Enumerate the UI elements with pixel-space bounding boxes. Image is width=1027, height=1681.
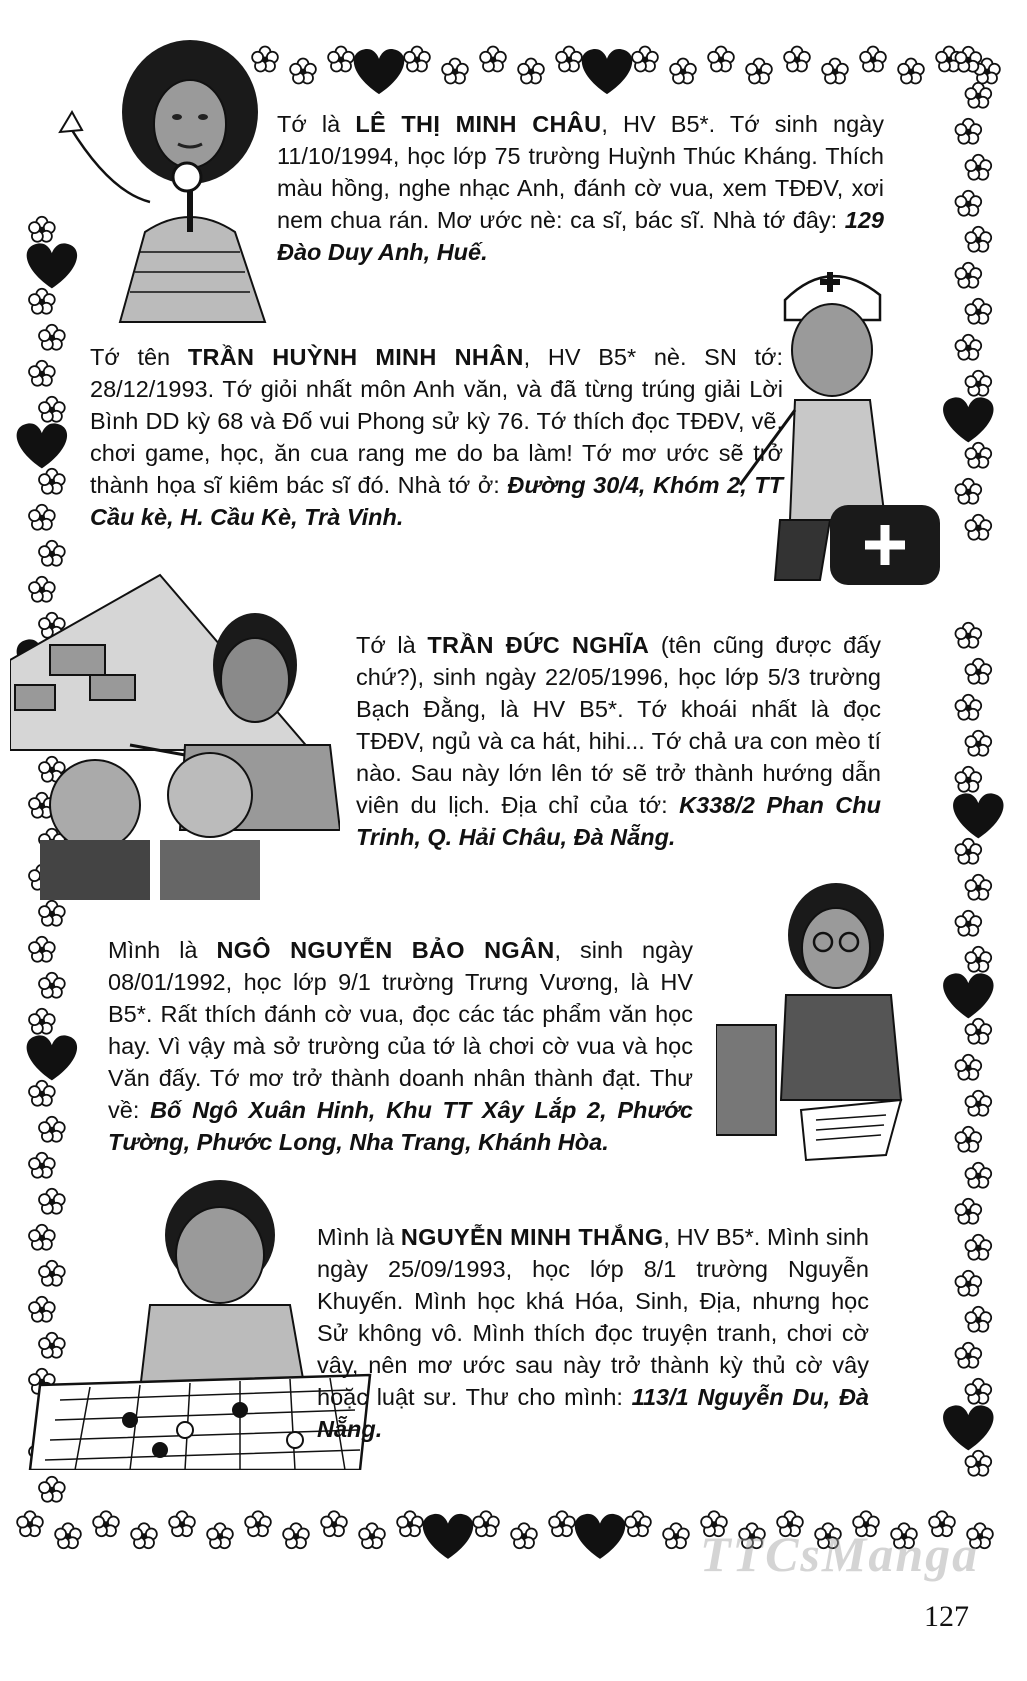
flower-icon: [965, 299, 991, 324]
heart-icon: [953, 793, 1003, 838]
flower-icon: [55, 1523, 81, 1548]
heart-icon: [943, 973, 993, 1018]
flower-icon: [93, 1511, 119, 1536]
flower-icon: [670, 58, 696, 83]
entry-intro: Tớ là: [356, 632, 428, 658]
flower-icon: [822, 58, 848, 83]
girl-singer-icon: [50, 32, 290, 342]
flower-icon: [511, 1523, 537, 1548]
mailing-address: Bố Ngô Xuân Hinh, Khu TT Xây Lắp 2, Phước Tường, Phước Long, Nha Trang, Khánh Hòa.: [108, 1097, 693, 1155]
flower-icon: [549, 1511, 575, 1536]
flower-icon: [965, 1019, 991, 1044]
woman-reading-illustration: [716, 880, 911, 1170]
flower-icon: [965, 731, 991, 756]
flower-icon: [321, 1511, 347, 1536]
tour-guide-icon: [10, 570, 340, 900]
flower-icon: [965, 443, 991, 468]
flower-icon: [556, 46, 582, 71]
flower-icon: [955, 1127, 981, 1152]
tour-guide-illustration: [10, 570, 340, 905]
flower-icon: [39, 1477, 65, 1502]
flower-icon: [955, 623, 981, 648]
boy-doctor-illustration: [720, 250, 950, 605]
flower-icon: [965, 659, 991, 684]
heart-icon: [582, 49, 632, 94]
profile-entry-4: [108, 934, 693, 1158]
profile-entry-3: [356, 629, 881, 853]
flower-icon: [955, 1199, 981, 1224]
heart-icon: [943, 397, 993, 442]
flower-icon: [955, 119, 981, 144]
flower-icon: [955, 911, 981, 936]
flower-icon: [708, 46, 734, 71]
flower-icon: [39, 541, 65, 566]
flower-icon: [860, 46, 886, 71]
flower-icon: [328, 46, 354, 71]
flower-icon: [965, 155, 991, 180]
flower-icon: [39, 1117, 65, 1142]
flower-icon: [746, 58, 772, 83]
profile-entry-2: [90, 341, 783, 533]
flower-icon: [955, 335, 981, 360]
flower-icon: [955, 263, 981, 288]
student-name: LÊ THỊ MINH CHÂU: [355, 111, 602, 137]
flower-icon: [965, 515, 991, 540]
flower-icon: [955, 1271, 981, 1296]
flower-icon: [955, 695, 981, 720]
heart-icon: [423, 1514, 473, 1559]
flower-icon: [397, 1511, 423, 1536]
flower-icon: [632, 46, 658, 71]
heart-icon: [943, 1405, 993, 1450]
student-name: NGÔ NGUYỄN BẢO NGÂN: [216, 937, 555, 963]
mailing-address: Đường 30/4, Khóm 2, TT Cầu kè, H. Cầu Kè, Trà Vinh.: [90, 472, 783, 530]
boy-doctor-icon: [720, 250, 950, 600]
flower-icon: [663, 1523, 689, 1548]
flower-icon: [169, 1511, 195, 1536]
flower-icon: [965, 875, 991, 900]
student-name: TRẦN ĐỨC NGHĨA: [427, 632, 650, 658]
flower-icon: [955, 767, 981, 792]
flower-icon: [965, 1163, 991, 1188]
student-name: NGUYỄN MINH THẮNG: [400, 1224, 664, 1250]
flower-icon: [955, 479, 981, 504]
entry-body: , HV B5*. Tớ sinh ngày 11/10/1994, học lớp 75 trường Huỳnh Thúc Kháng. Thích màu hồng, nghe nhạc Anh, đánh cờ vua, xem TĐĐV, xơi nem chua rán. Mơ ước nè: ca sĩ, bác sĩ. Nhà tớ đây:: [277, 111, 884, 233]
mailing-address: K338/2 Phan Chu Trinh, Q. Hải Châu, Đà Nẵng.: [356, 792, 881, 850]
flower-icon: [955, 1055, 981, 1080]
flower-icon: [965, 1235, 991, 1260]
entry-intro: Tớ là: [277, 111, 356, 137]
entry-intro: Mình là: [317, 1224, 401, 1250]
heart-icon: [27, 1035, 77, 1080]
flower-icon: [955, 1343, 981, 1368]
flower-icon: [29, 361, 55, 386]
flower-icon: [965, 371, 991, 396]
mailing-address: 129 Đào Duy Anh, Huế.: [277, 207, 884, 265]
mailing-address: 113/1 Nguyễn Du, Đà Nẵng.: [317, 1384, 869, 1442]
entry-body: , HV B5* nè. SN tớ: 28/12/1993. Tớ giỏi nhất môn Anh văn, và đã từng trúng giải Lời Bình DD kỳ 68 và Đố vui Phong sử kỳ 76. Tớ thích đọc TĐĐV, vẽ, chơi game, học, ăn cua rang me do ba làm! Tớ mơ ước sẽ trở thành họa sĩ kiêm bác sĩ đó. Nhà tớ ở:: [90, 344, 783, 498]
flower-icon: [442, 58, 468, 83]
flower-icon: [965, 1307, 991, 1332]
girl-singer-illustration: [50, 32, 290, 347]
entry-body: (tên cũng được đấy chứ?), sinh ngày 22/05/1996, học lớp 5/3 trường Bạch Đằng, là HV B5*. Tớ khoái nhất là đọc TĐĐV, ngủ và ca hát, hihi... Tớ chả ưa con mèo tí nào. Sau này lớn lên tớ sẽ trở thành hướng dẫn viên du lịch. Địa chỉ của tớ:: [356, 632, 882, 818]
flower-icon: [29, 1081, 55, 1106]
flower-icon: [39, 397, 65, 422]
flower-icon: [965, 1379, 991, 1404]
flower-icon: [784, 46, 810, 71]
entry-intro: Mình là: [108, 937, 217, 963]
entry-body: , HV B5*. Mình sinh ngày 25/09/1993, học lớp 8/1 trường Nguyễn Khuyến. Mình học khá Hóa, Sinh, Địa, nhưng học Sử không vô. Mình thích đọc truyện tranh, chơi cờ vây, nên mơ ước sau này trở thành kỳ thủ cờ vây hoặc luật sư. Thư cho mình:: [317, 1224, 870, 1410]
flower-icon: [965, 947, 991, 972]
heart-icon: [354, 49, 404, 94]
profile-entry-1: [277, 108, 884, 268]
student-name: TRẦN HUỲNH MINH NHÂN: [187, 344, 524, 370]
flower-icon: [131, 1523, 157, 1548]
flower-icon: [625, 1511, 651, 1536]
flower-icon: [17, 1511, 43, 1536]
flower-icon: [955, 839, 981, 864]
flower-icon: [473, 1511, 499, 1536]
flower-icon: [29, 937, 55, 962]
flower-icon: [359, 1523, 385, 1548]
watermark-logo: TTCsManga: [700, 1526, 980, 1582]
flower-icon: [39, 469, 65, 494]
flower-icon: [480, 46, 506, 71]
flower-icon: [290, 58, 316, 83]
entry-intro: Tớ tên: [90, 344, 188, 370]
flower-icon: [955, 47, 981, 72]
heart-icon: [17, 423, 67, 468]
flower-icon: [39, 973, 65, 998]
flower-icon: [29, 505, 55, 530]
flower-icon: [965, 83, 991, 108]
profile-entry-5: [317, 1221, 869, 1445]
flower-icon: [245, 1511, 271, 1536]
flower-icon: [404, 46, 430, 71]
flower-icon: [207, 1523, 233, 1548]
flower-icon: [29, 1009, 55, 1034]
flower-icon: [965, 227, 991, 252]
woman-reading-icon: [716, 880, 911, 1165]
flower-icon: [898, 58, 924, 83]
flower-icon: [283, 1523, 309, 1548]
flower-icon: [955, 191, 981, 216]
flower-icon: [965, 1091, 991, 1116]
entry-body: , sinh ngày 08/01/1992, học lớp 9/1 trường Trưng Vương, là HV B5*. Rất thích đánh cờ vua, đọc các tác phẩm văn học hay. Vì vậy mà sở trường của tớ là chơi cờ vua và học Văn đấy. Tớ mơ trở thành doanh nhân thành đạt. Thư về:: [108, 937, 694, 1123]
flower-icon: [518, 58, 544, 83]
heart-icon: [575, 1514, 625, 1559]
page-number: 127: [924, 1600, 969, 1633]
flower-icon: [965, 1451, 991, 1476]
